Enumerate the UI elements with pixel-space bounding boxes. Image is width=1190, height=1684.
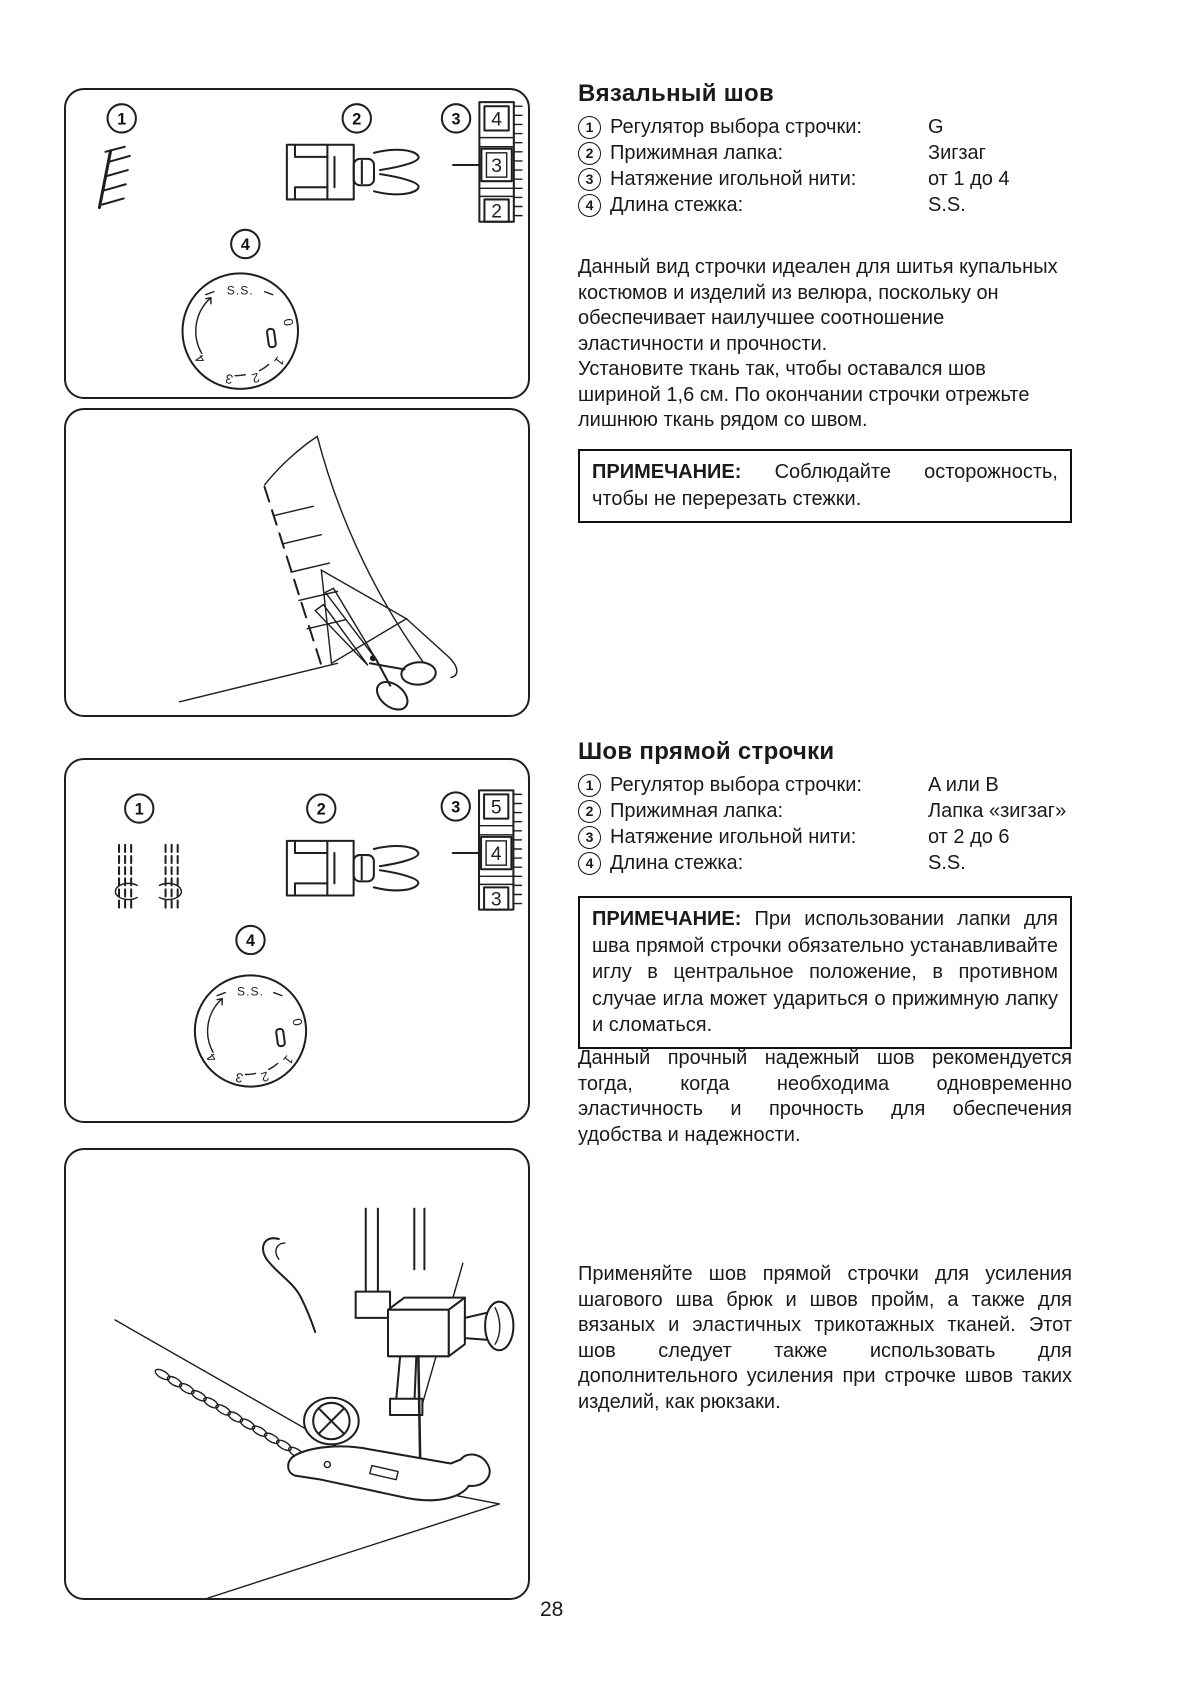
- setting-value: S.S.: [928, 193, 966, 216]
- knit-stitch-icon: [99, 147, 129, 208]
- note-text: Соблюдайте осторожность, чтобы не перерезать стежки.: [592, 461, 1058, 510]
- marker-1: 1: [134, 800, 144, 819]
- paragraph: Установите ткань так, чтобы оставался шов шириной 1,6 см. По окончании строчки отрежьте лишнюю ткань рядом со швом.: [578, 358, 1030, 431]
- setting-value: G: [928, 115, 944, 138]
- dial-number-1: 1: [280, 1052, 297, 1068]
- straight-stitch-settings-list: [578, 772, 1072, 876]
- knit-stitch-description: [578, 255, 1072, 434]
- tension-top-value: 4: [491, 109, 502, 131]
- note-label: ПРИМЕЧАНИЕ:: [592, 461, 742, 483]
- circled-number-3: 3: [578, 826, 601, 849]
- stitch-length-dial: [183, 273, 299, 389]
- straight-stitch-icons: [115, 845, 181, 908]
- marker-3: 3: [451, 110, 461, 129]
- figure-knit-stitch-settings: [64, 88, 530, 399]
- marker-1: 1: [117, 110, 127, 129]
- straight-stitch-usage: [578, 1262, 1072, 1415]
- dial-number-2: 2: [259, 1068, 271, 1086]
- setting-value: от 1 до 4: [928, 167, 1010, 190]
- tension-top-value: 5: [490, 797, 502, 819]
- page-number: 28: [540, 1598, 564, 1621]
- marker-4: 4: [240, 236, 250, 255]
- dial-number-3: 3: [234, 1069, 245, 1086]
- dial-number-4: 4: [203, 1050, 220, 1066]
- zigzag-foot-icon: [287, 841, 418, 896]
- section-heading-straight-stitch: Шов прямой строчки: [578, 738, 835, 765]
- setting-label: Натяжение игольной нити:: [610, 167, 857, 190]
- circled-number-4: 4: [578, 194, 601, 217]
- circled-number-1: 1: [578, 116, 601, 139]
- circled-number-2: 2: [578, 142, 601, 165]
- setting-value: S.S.: [928, 851, 966, 874]
- setting-value: Зигзаг: [928, 141, 986, 164]
- straight-stitch-description: [578, 1046, 1072, 1148]
- note-box-straight-stitch: [578, 896, 1072, 1049]
- figure-trim-seam-allowance: [64, 408, 530, 717]
- setting-value: от 2 до 6: [928, 825, 1010, 848]
- note-label: ПРИМЕЧАНИЕ:: [592, 908, 742, 930]
- tension-bottom-value: 3: [490, 889, 502, 911]
- setting-label: Длина стежка:: [610, 851, 744, 874]
- paragraph: Данный прочный надежный шов рекомендуется тогда, когда необходима одновременно эластичность и прочность для обеспечения удобства и надежности.: [578, 1047, 1072, 1146]
- knit-stitch-settings-illustration: [66, 90, 528, 397]
- dial-number-3: 3: [223, 370, 235, 388]
- figure-straight-stitch-settings: [64, 758, 530, 1123]
- zigzag-foot-icon: [287, 145, 419, 200]
- setting-row-presser-foot: [578, 798, 1072, 824]
- seam-tick-marks: [275, 506, 346, 629]
- setting-label: Длина стежка:: [610, 193, 744, 216]
- circled-number-1: 1: [578, 774, 601, 797]
- stitch-length-dial: [195, 975, 306, 1086]
- setting-row-thread-tension: [578, 824, 1072, 850]
- dial-ss-label: S.S.: [237, 984, 264, 999]
- setting-value: A или B: [928, 773, 999, 796]
- setting-label: Прижимная лапка:: [610, 141, 784, 164]
- tension-selected-value: 4: [490, 844, 502, 866]
- marker-2: 2: [316, 800, 326, 819]
- setting-row-stitch-selector: [578, 772, 1072, 798]
- straight-stitch-settings-illustration: [66, 760, 528, 1121]
- dial-number-0: 0: [289, 1017, 306, 1028]
- dial-number-0: 0: [280, 317, 297, 328]
- tension-selected-value: 3: [491, 156, 502, 178]
- setting-row-thread-tension: [578, 166, 1072, 192]
- dial-number-2: 2: [250, 369, 262, 387]
- setting-label: Натяжение игольной нити:: [610, 825, 857, 848]
- circled-number-3: 3: [578, 168, 601, 191]
- setting-row-presser-foot: [578, 140, 1072, 166]
- setting-value: Лапка «зигзаг»: [928, 799, 1067, 822]
- presser-foot-assembly: [263, 1209, 513, 1501]
- dial-ss-label: S.S.: [226, 283, 254, 298]
- tension-bottom-value: 2: [491, 201, 502, 223]
- marker-2: 2: [352, 110, 362, 129]
- section-heading-knit-stitch: Вязальный шов: [578, 80, 775, 107]
- paragraph: Данный вид строчки идеален для шитья купальных костюмов и изделий из велюра, поскольку он обеспечивает наилучшее соотношение эластичности и прочности.: [578, 256, 1058, 355]
- circled-number-4: 4: [578, 852, 601, 875]
- note-box-knit-stitch: [578, 449, 1072, 523]
- marker-4: 4: [245, 932, 255, 951]
- dial-number-1: 1: [271, 353, 288, 369]
- setting-row-stitch-selector: [578, 114, 1072, 140]
- paragraph: Применяйте шов прямой строчки для усиления шагового шва брюк и швов пройм, а также для вязаных и эластичных трикотажных тканей. Этот шов следует также использовать для дополнительного усиления при строчке швов таких изделий, как рюкзаки.: [578, 1263, 1072, 1413]
- knit-stitch-settings-list: [578, 114, 1072, 218]
- note-text: При использовании лапки для шва прямой строчки обязательно устанавливайте иглу в центральное положение, в противном случае игла может удариться о прижимную лапку и сломаться.: [592, 908, 1058, 1036]
- stitch-chain: [154, 1367, 305, 1459]
- setting-row-stitch-length: [578, 192, 1072, 218]
- setting-label: Регулятор выбора строчки:: [610, 115, 862, 138]
- scissors-trimming-illustration: [66, 410, 528, 715]
- setting-label: Регулятор выбора строчки:: [610, 773, 862, 796]
- scissors-icon: [315, 588, 436, 715]
- marker-3: 3: [451, 798, 461, 817]
- dial-number-4: 4: [191, 351, 209, 367]
- setting-label: Прижимная лапка:: [610, 799, 784, 822]
- presser-foot-needle-illustration: [66, 1150, 528, 1598]
- figure-straight-stitch-sewing: [64, 1148, 530, 1600]
- setting-row-stitch-length: [578, 850, 1072, 876]
- circled-number-2: 2: [578, 800, 601, 823]
